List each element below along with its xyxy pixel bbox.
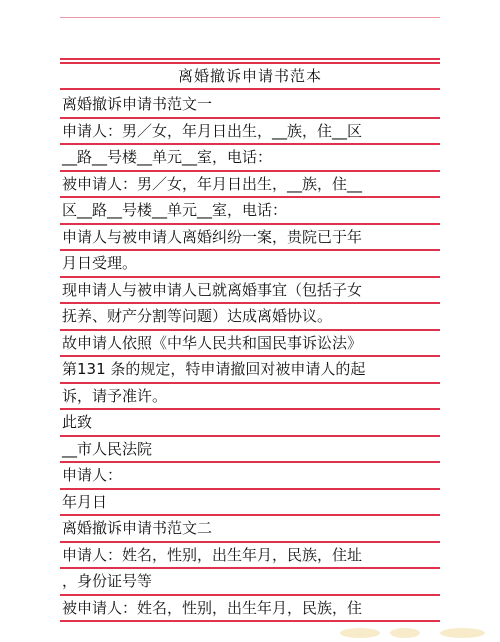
text-line: 故申请人依照《中华人民共和国民事诉讼法》 [60,331,440,358]
document-body [60,92,440,622]
text-line: 申请人：姓名，性别，出生年月，民族，住址 [60,543,440,570]
header-rule-1 [60,58,440,60]
text-line: 被申请人：男／女，年月日出生，__族，住__ [60,172,440,199]
text-line: __路__号楼__单元__室，电话： [60,145,440,172]
text-line: 此致 [60,410,440,437]
text-line: __市人民法院 [60,437,440,464]
text-line: 月日受理。 [60,251,440,278]
text-line: 离婚撤诉申请书范文二 [60,516,440,543]
text-line: 申请人： [60,463,440,490]
decorative-marks [320,616,500,642]
text-line: ，身份证号等 [60,569,440,596]
text-line: 诉，请予准许。 [60,384,440,411]
top-divider [60,17,440,18]
text-line: 申请人：男／女，年月日出生，__族，住__区 [60,119,440,146]
text-line: 离婚撤诉申请书范文一 [60,92,440,119]
text-line: 年月日 [60,490,440,517]
text-line: 被申请人：姓名，性别，出生年月，民族，住 [60,596,440,623]
text-line: 申请人与被申请人离婚纠纷一案，贵院已于年 [60,225,440,252]
text-line: 区__路__号楼__单元__室，电话： [60,198,440,225]
text-line: 抚养、财产分割等问题）达成离婚协议。 [60,304,440,331]
text-line: 第131 条的规定，特申请撤回对被申请人的起 [60,357,440,384]
text-line: 现申请人与被申请人已就离婚事宜（包括子女 [60,278,440,305]
document-title: 离婚撤诉申请书范本 [60,64,440,90]
